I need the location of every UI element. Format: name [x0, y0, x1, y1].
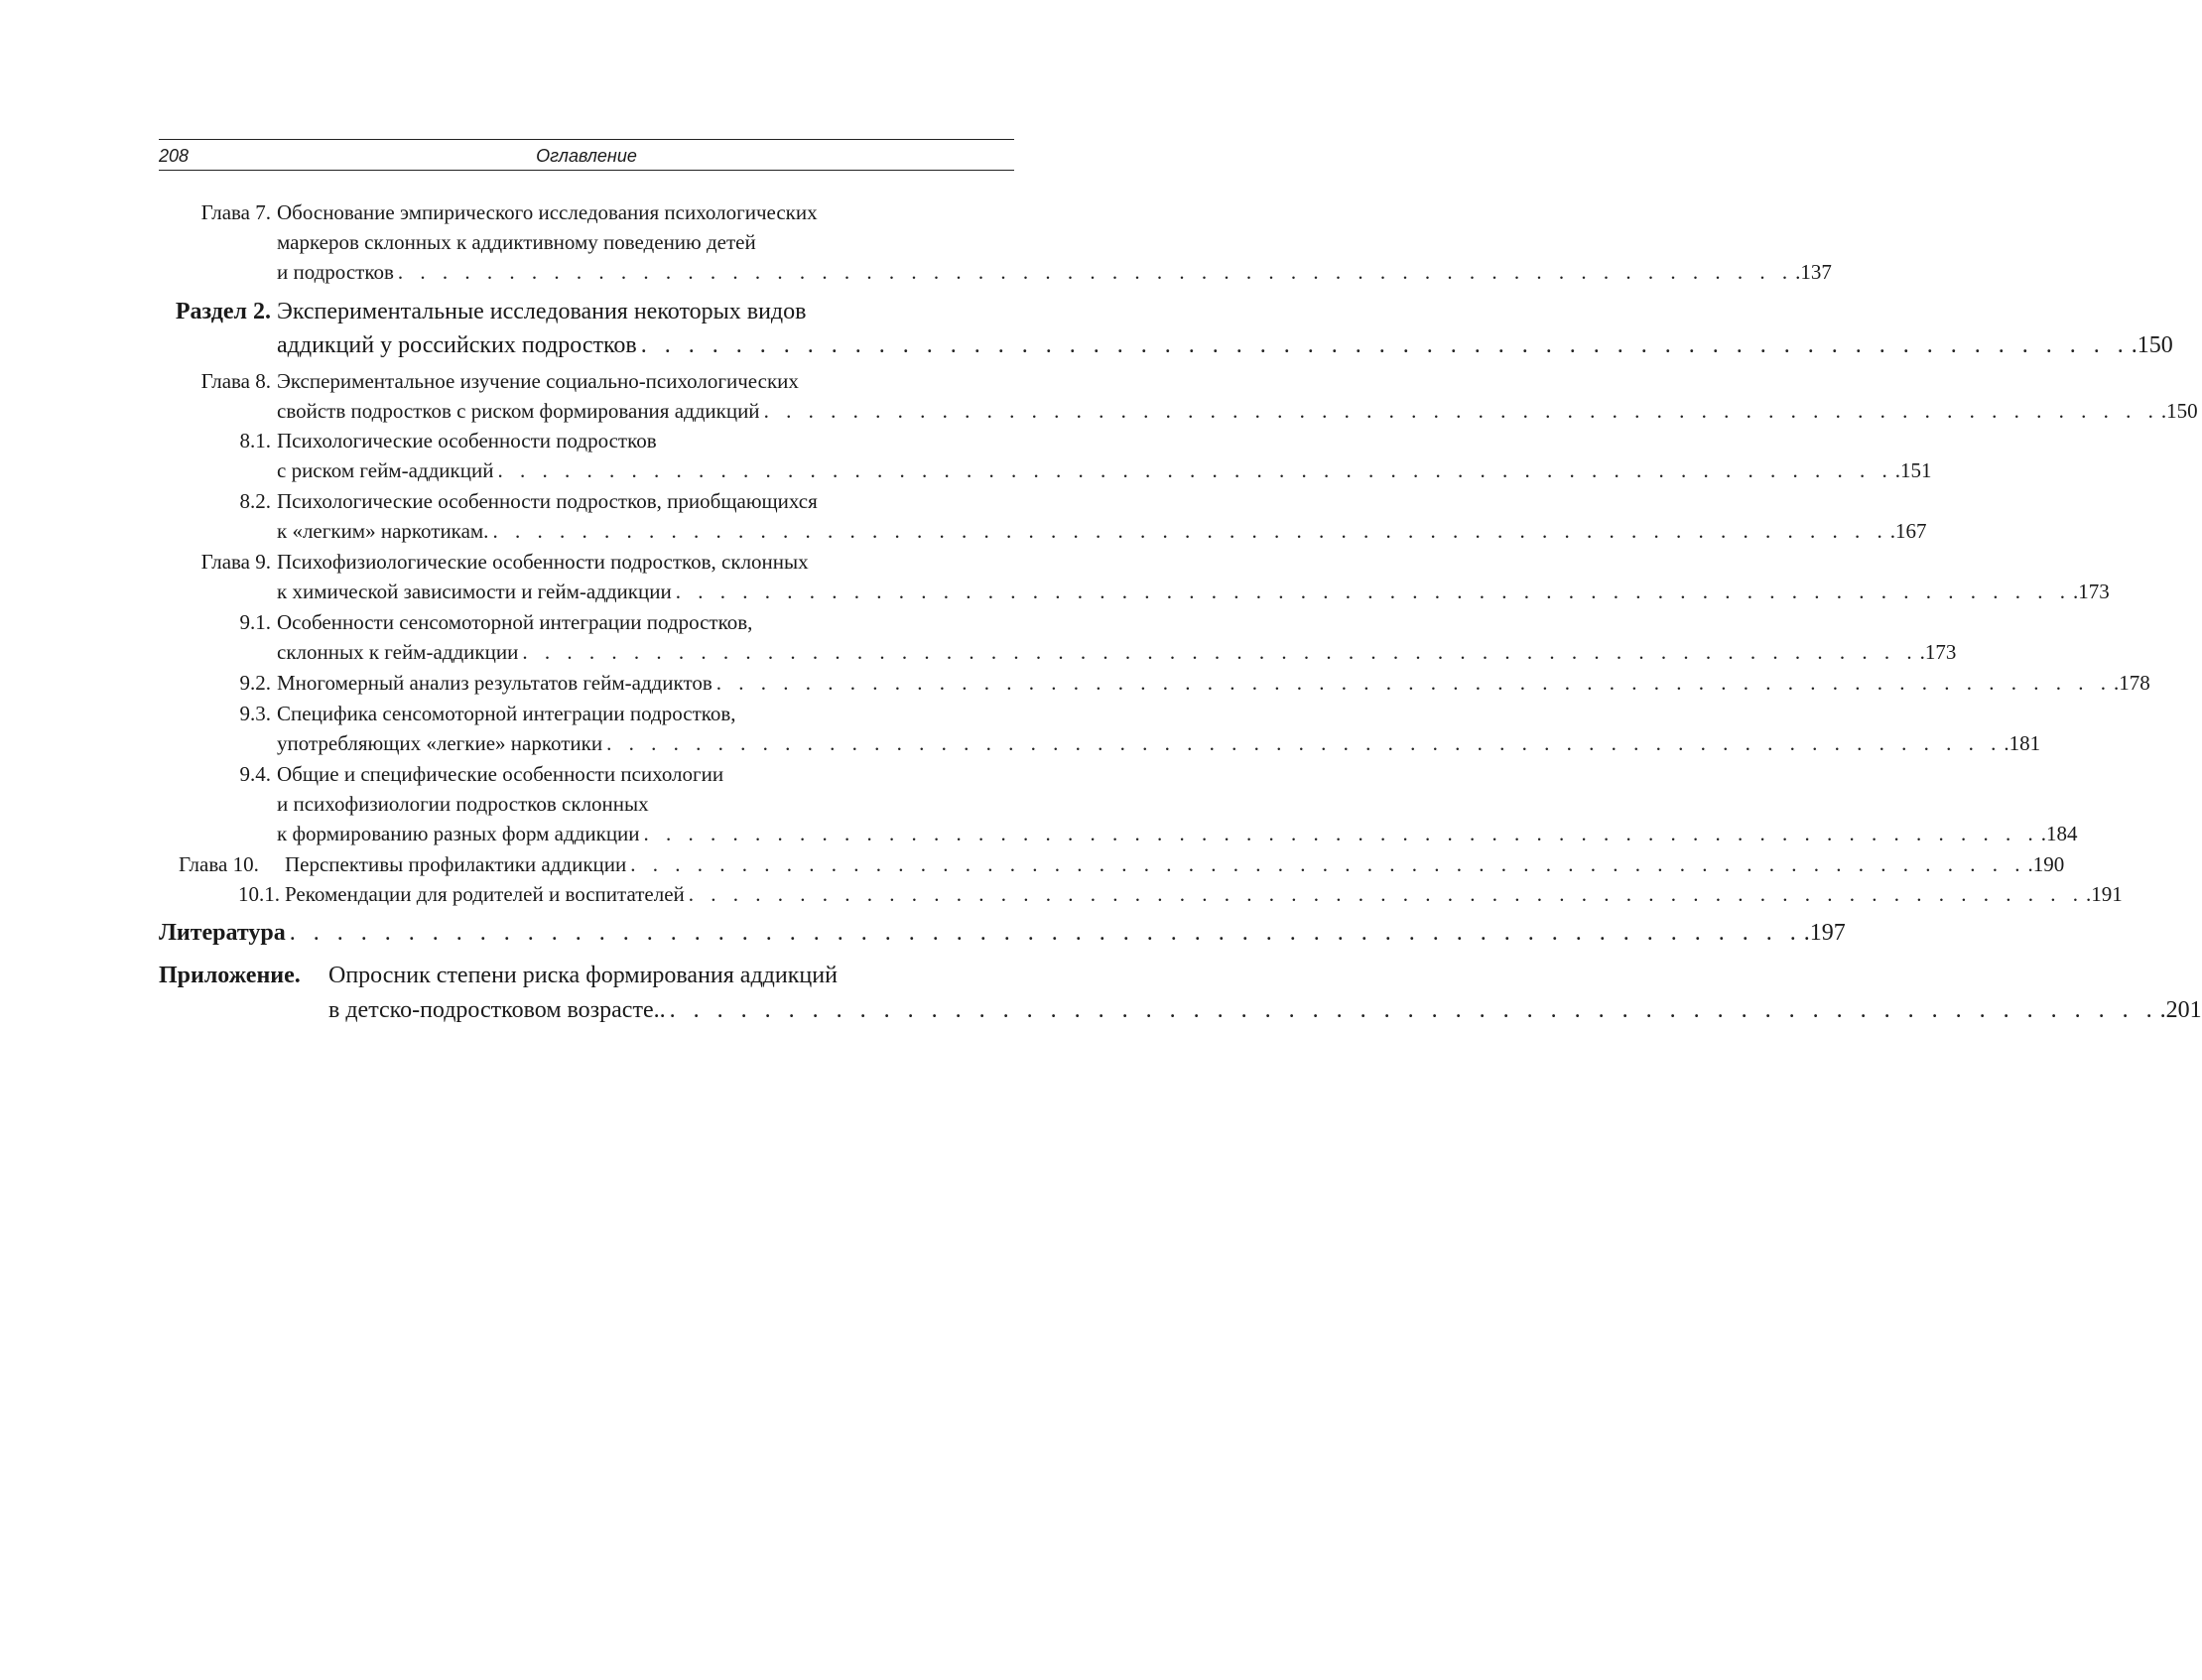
dot-leader: . . . . . . . . . . . . . . . . . . . . . . . . . . . . . . . . . . . . . . . . . . . . . . . . . . . . . . . . . . . . . . . — [497, 458, 1893, 482]
toc-label: Раздел 2. — [175, 299, 271, 324]
toc-leader-line — [277, 330, 2173, 360]
toc-title-line: к химической зависимости и гейм-аддикции — [277, 580, 672, 603]
toc-title-line: к формированию разных форм аддикции — [277, 822, 640, 845]
toc-leader-line — [277, 728, 2041, 758]
toc-page-number: .191 — [2086, 882, 2123, 906]
toc-page-number: .201 — [2159, 997, 2202, 1023]
toc-page-number: .190 — [2027, 852, 2065, 876]
toc-leader-line — [277, 455, 1932, 485]
toc-leader-line — [277, 257, 1832, 287]
toc-label: Глава 7. — [200, 200, 271, 224]
toc-title-line: Специфика сенсомоторной интеграции подростков, — [277, 702, 736, 725]
dot-leader: . . . . . . . . . . . . . . . . . . . . . . . . . . . . . . . . . . . . . . . . . . . . . . . . . . . . . . . . . . . . . . . — [640, 332, 2130, 358]
toc-title-line: Экспериментальные исследования некоторых видов — [277, 299, 807, 324]
toc-title-line: Многомерный анализ результатов гейм-аддиктов — [277, 671, 712, 695]
toc-label: Литература — [159, 920, 286, 946]
toc-label: 8.2. — [239, 489, 271, 513]
toc-page-number: .173 — [1919, 640, 1957, 664]
toc-page-number: .137 — [1795, 260, 1832, 284]
toc-title-line: склонных к гейм-аддикции — [277, 640, 519, 664]
toc-title-line: маркеров склонных к аддиктивному поведению детей — [277, 230, 756, 254]
toc-page-number: .197 — [1803, 920, 1846, 946]
dot-leader: . . . . . . . . . . . . . . . . . . . . . . . . . . . . . . . . . . . . . . . . . . . . . . . . . . . . . . . . . . . . . . . . — [289, 920, 1802, 946]
dot-leader: . . . . . . . . . . . . . . . . . . . . . . . . . . . . . . . . . . . . . . . . . . . . . . . . . . . . . . . . . . . . . . . — [397, 260, 1794, 284]
toc-leader-line — [277, 396, 2198, 426]
toc-title-line: употребляющих «легкие» наркотики — [277, 731, 603, 755]
dot-leader: . . . . . . . . . . . . . . . . . . . . . . . . . . . . . . . . . . . . . . . . . . . . . . . . . . . . . . . . . . . . . . . — [669, 997, 2158, 1023]
toc-label: Приложение. — [159, 963, 301, 988]
toc-title-line: Особенности сенсомоторной интеграции подростков, — [277, 610, 753, 634]
toc-leader-line — [159, 918, 1846, 948]
page-number: 208 — [159, 146, 190, 166]
toc-leader-line — [285, 849, 2065, 879]
toc-title-line: Общие и специфические особенности психологии — [277, 762, 724, 786]
toc-page-number: .184 — [2040, 822, 2078, 845]
toc-title-line: Психологические особенности подростков — [277, 429, 657, 452]
toc-title-line: и психофизиологии подростков склонных — [277, 792, 649, 816]
toc-leader-line — [277, 668, 2150, 698]
toc-title-line: с риском гейм-аддикций — [277, 458, 494, 482]
running-title: Оглавление — [536, 146, 637, 166]
header-rule-top — [159, 139, 1014, 140]
toc-page-number: .151 — [1894, 458, 1932, 482]
toc-label: 8.1. — [239, 429, 271, 452]
toc-page-number: .150 — [2160, 399, 2198, 423]
dot-leader: . . . . . . . . . . . . . . . . . . . . . . . . . . . . . . . . . . . . . . . . . . . . . . . . . . . . . . . . . . . . . . . — [675, 580, 2071, 603]
toc-label: 9.4. — [239, 762, 271, 786]
toc-title-line: Опросник степени риска формирования аддикций — [328, 963, 838, 988]
toc-page-number: .167 — [1889, 519, 1927, 543]
toc-title-line: Психологические особенности подростков, приобщающихся — [277, 489, 818, 513]
toc-leader-line — [285, 879, 2123, 909]
toc-label: Глава 8. — [200, 369, 271, 393]
toc-leader-line — [277, 637, 1957, 667]
dot-leader: . . . . . . . . . . . . . . . . . . . . . . . . . . . . . . . . . . . . . . . . . . . . . . . . . . . . . . . . . . . . . . . — [643, 822, 2039, 845]
toc-title-line: к «легким» наркотикам. — [277, 519, 489, 543]
toc-title-line: Рекомендации для родителей и воспитателей — [285, 882, 685, 906]
toc-title-line: и подростков — [277, 260, 394, 284]
toc-page-number: .181 — [2004, 731, 2041, 755]
toc-title-line: аддикций у российских подростков — [277, 332, 637, 358]
dot-leader: . . . . . . . . . . . . . . . . . . . . . . . . . . . . . . . . . . . . . . . . . . . . . . . . . . . . . . . . . . . . . . . — [630, 852, 2026, 876]
dot-leader: . . . . . . . . . . . . . . . . . . . . . . . . . . . . . . . . . . . . . . . . . . . . . . . . . . . . . . . . . . . . . . . — [492, 519, 1888, 543]
toc-label: 9.3. — [239, 702, 271, 725]
dot-leader: . . . . . . . . . . . . . . . . . . . . . . . . . . . . . . . . . . . . . . . . . . . . . . . . . . . . . . . . . . . . . . . — [763, 399, 2159, 423]
toc-title-line: свойств подростков с риском формирования аддикций — [277, 399, 760, 423]
toc-leader-line — [277, 577, 2110, 606]
running-head — [159, 144, 1014, 168]
toc-leader-line — [328, 995, 2202, 1025]
toc-page-number: .150 — [2131, 332, 2173, 358]
toc-leader-line — [277, 819, 2078, 848]
toc-page-number: .173 — [2072, 580, 2110, 603]
toc-label: 9.2. — [239, 671, 271, 695]
dot-leader: . . . . . . . . . . . . . . . . . . . . . . . . . . . . . . . . . . . . . . . . . . . . . . . . . . . . . . . . . . . . . . . — [715, 671, 2113, 695]
toc-title-line: Обоснование эмпирического исследования психологических — [277, 200, 818, 224]
dot-leader: . . . . . . . . . . . . . . . . . . . . . . . . . . . . . . . . . . . . . . . . . . . . . . . . . . . . . . . . . . . . . . . — [522, 640, 1918, 664]
toc-title-line: Психофизиологические особенности подростков, склонных — [277, 550, 809, 574]
toc-title-line: Перспективы профилактики аддикции — [285, 852, 627, 876]
dot-leader: . . . . . . . . . . . . . . . . . . . . . . . . . . . . . . . . . . . . . . . . . . . . . . . . . . . . . . . . . . . . . . . — [688, 882, 2085, 906]
toc-label: 10.1. — [238, 882, 280, 906]
toc-label: Глава 10. — [179, 852, 259, 876]
toc-leader-line — [277, 516, 1927, 546]
toc-label: 9.1. — [239, 610, 271, 634]
toc-title-line: Экспериментальное изучение социально-психологических — [277, 369, 799, 393]
toc-page-number: .178 — [2114, 671, 2150, 695]
header-rule-bottom — [159, 170, 1014, 171]
toc-title-line: в детско-подростковом возрасте.. — [328, 997, 666, 1023]
toc-label: Глава 9. — [200, 550, 271, 574]
dot-leader: . . . . . . . . . . . . . . . . . . . . . . . . . . . . . . . . . . . . . . . . . . . . . . . . . . . . . . . . . . . . . . . — [606, 731, 2003, 755]
